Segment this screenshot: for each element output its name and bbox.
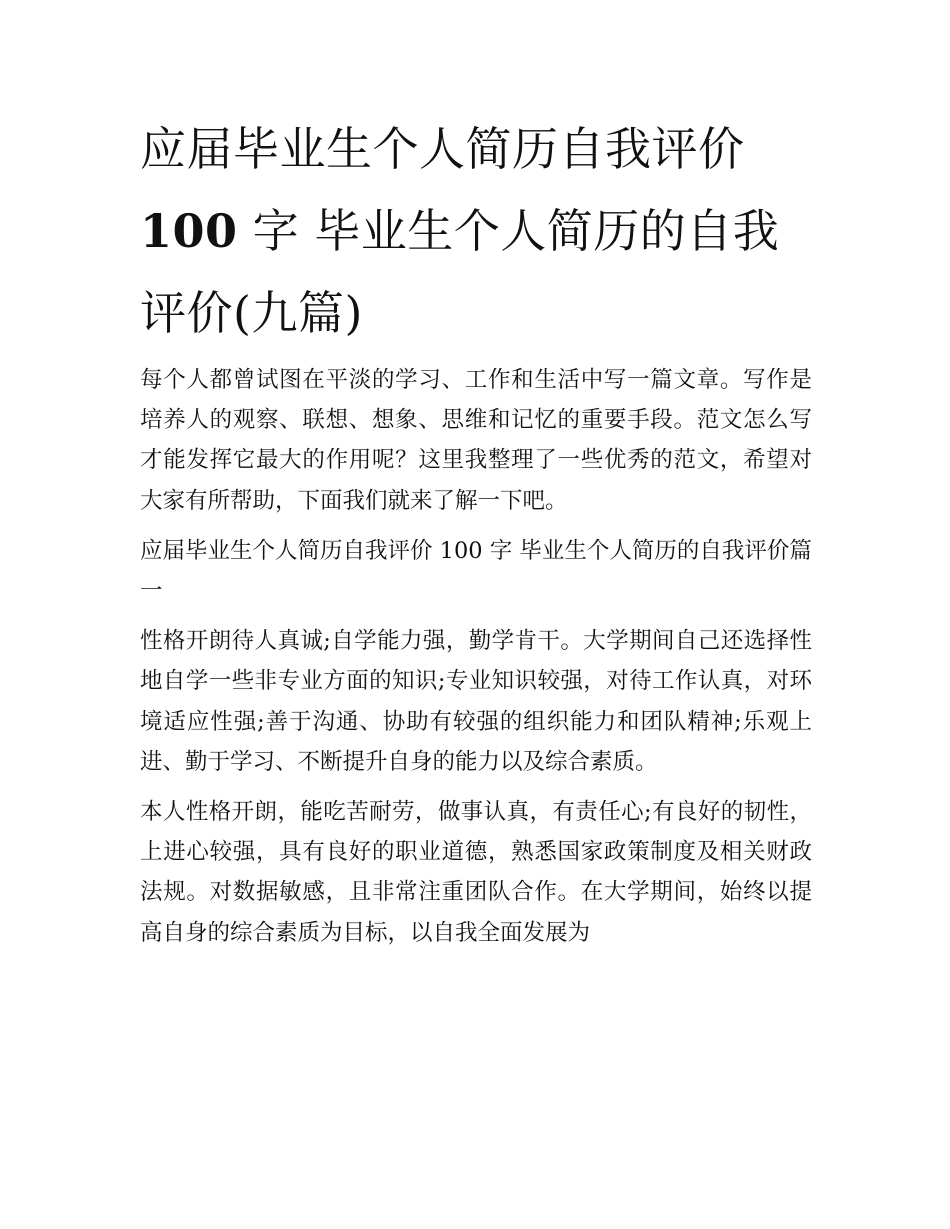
title-number: 100 (140, 204, 238, 258)
title-line-2: 字 毕业生个人简历的自我 (237, 204, 780, 258)
document-title (140, 108, 812, 354)
intro-paragraph: 每个人都曾试图在平淡的学习、工作和生活中写一篇文章。写作是培养人的观察、联想、想象、思维和记忆的重要手段。范文怎么写才能发挥它最大的作用呢？这里我整理了一些优秀的范文，希望对大家有所帮助，下面我们就来了解一下吧。 (140, 367, 812, 514)
title-line-1: 应届毕业生个人简历自我评价 (140, 122, 745, 176)
section-1-paragraph-1: 性格开朗待人真诚;自学能力强，勤学肯干。大学期间自己还选择性地自学一些非专业方面的知识;专业知识较强，对待工作认真，对环境适应性强;善于沟通、协助有较强的组织能力和团队精神;乐观上进、勤于学习、不断提升自身的能力以及综合素质。 (140, 628, 812, 775)
section-heading-1: 应届毕业生个人简历自我评价 100 字 毕业生个人简历的自我评价篇一 (140, 537, 812, 605)
title-line-3: 评价(九篇) (140, 286, 363, 340)
document-page (140, 108, 812, 953)
section-1-paragraph-2: 本人性格开朗，能吃苦耐劳，做事认真，有责任心;有良好的韧性，上进心较强，具有良好的职业道德，熟悉国家政策制度及相关财政法规。对数据敏感，且非常注重团队合作。在大学期间，始终以提高自身的综合素质为目标，以自我全面发展为 (140, 799, 812, 946)
